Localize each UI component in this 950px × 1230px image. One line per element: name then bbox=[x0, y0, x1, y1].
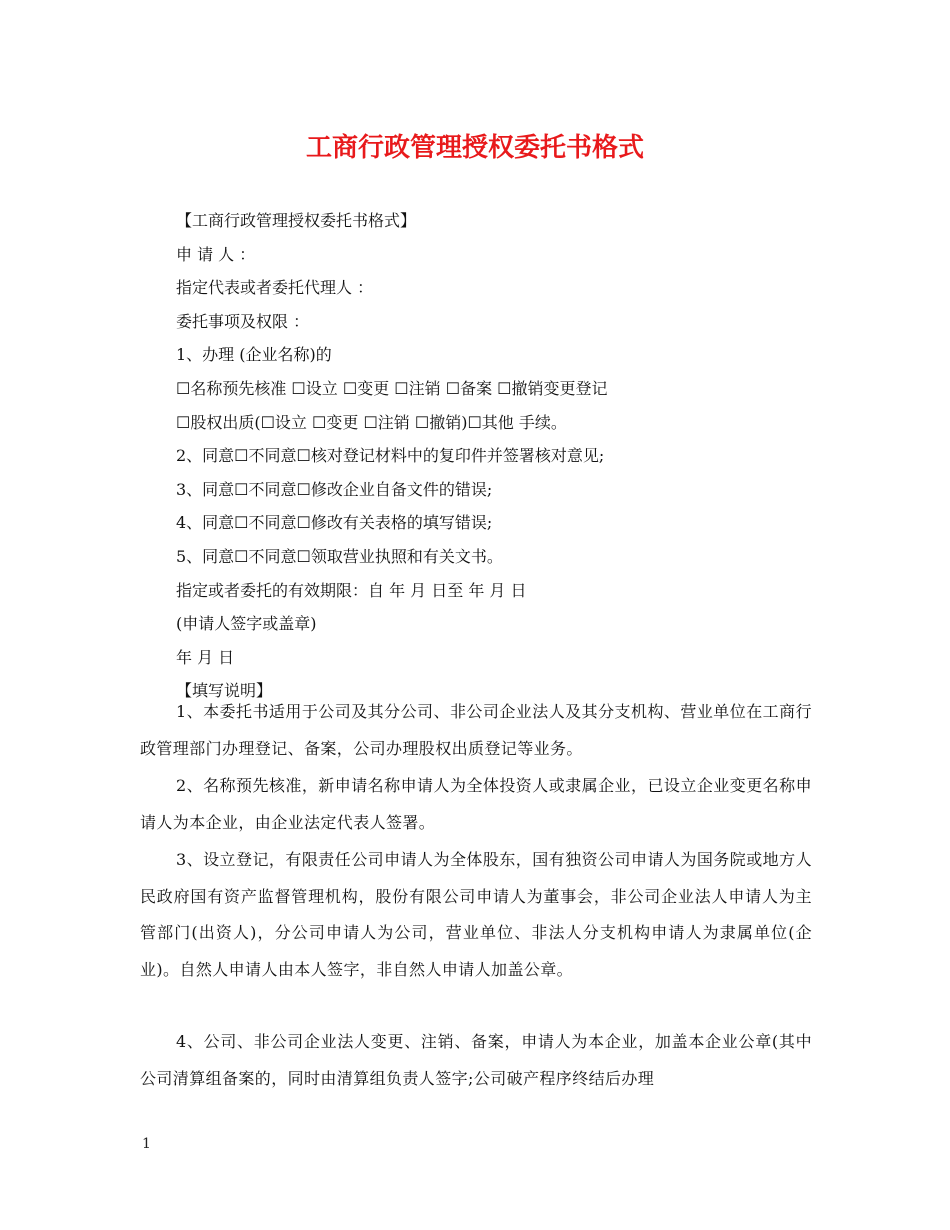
form-line-item-5: 5、同意☐不同意☐领取营业执照和有关文书。 bbox=[176, 546, 503, 566]
form-section bbox=[176, 204, 816, 708]
form-line-heading: 【工商行政管理授权委托书格式】 bbox=[176, 211, 417, 230]
form-line-date: 年 月 日 bbox=[176, 647, 235, 667]
form-line-agent: 指定代表或者委托代理人 ： bbox=[176, 278, 374, 298]
page-number: 1 bbox=[142, 1136, 151, 1152]
form-line-checkbox-row-2: ☐股权出质(☐设立 ☐变更 ☐注销 ☐撤销)☐其他 手续。 bbox=[176, 412, 567, 432]
form-line-item-1: 1、办理 (企业名称)的 bbox=[176, 345, 332, 365]
instruction-paragraph-3: 3、设立登记，有限责任公司申请人为全体股东，国有独资公司申请人为国务院或地方人民政府国有资产监督管理机构，股份有限公司申请人为董事会，非公司企业法人申请人为主管部门(出资人)，分公司申请人为公司，营业单位、非法人分支机构申请人为隶属单位(企业)。自然人申请人由本人签字，非自然人申请人加盖公章。 bbox=[140, 850, 812, 979]
instructions-heading: 【填写说明】 bbox=[176, 681, 273, 701]
instruction-paragraph-2: 2、名称预先核准，新申请名称申请人为全体投资人或隶属企业，已设立企业变更名称申请人为本企业，由企业法定代表人签署。 bbox=[140, 776, 812, 832]
form-line-validity: 指定或者委托的有效期限：自 年 月 日至 年 月 日 bbox=[176, 580, 527, 600]
form-line-scope: 委托事项及权限 ： bbox=[176, 311, 310, 331]
form-line-applicant: 申 请 人 ： bbox=[176, 244, 256, 264]
form-line-checkbox-row-1: ☐名称预先核准 ☐设立 ☐变更 ☐注销 ☐备案 ☐撤销变更登记 bbox=[176, 378, 608, 398]
document-title: 工商行政管理授权委托书格式 bbox=[305, 133, 644, 163]
form-line-item-4: 4、同意☐不同意☐修改有关表格的填写错误; bbox=[176, 513, 493, 533]
form-line-signature: (申请人签字或盖章) bbox=[176, 614, 317, 634]
form-line-item-2: 2、同意☐不同意☐核对登记材料中的复印件并签署核对意见; bbox=[176, 446, 605, 466]
form-line-item-3: 3、同意☐不同意☐修改企业自备文件的错误; bbox=[176, 479, 493, 499]
instruction-paragraph-1: 1、本委托书适用于公司及其分公司、非公司企业法人及其分支机构、营业单位在工商行政管理部门办理登记、备案，公司办理股权出质登记等业务。 bbox=[140, 702, 812, 758]
instruction-paragraph-4: 4、公司、非公司企业法人变更、注销、备案，申请人为本企业，加盖本企业公章(其中公司清算组备案的，同时由清算组负责人签字;公司破产程序终结后办理 bbox=[140, 1032, 812, 1088]
